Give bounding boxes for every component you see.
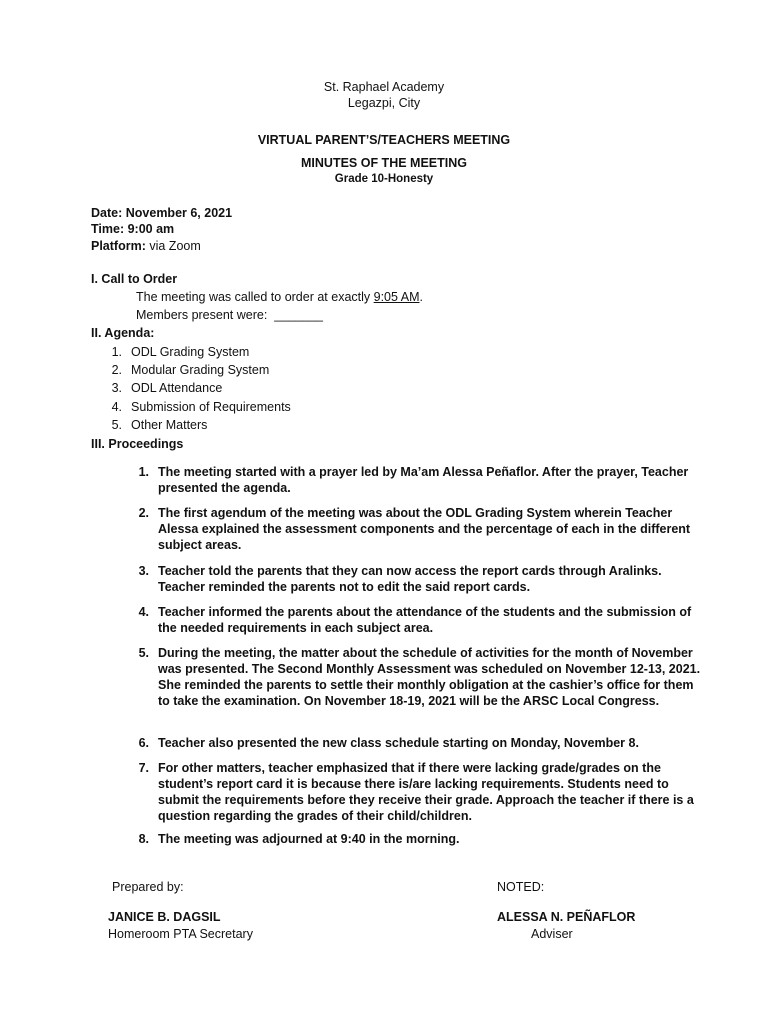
proceedings-item-text: The meeting started with a prayer led by Ma’am Alessa Peñaflor. After the prayer, Teacher presented the agenda. bbox=[158, 465, 689, 495]
platform-label: Platform: bbox=[91, 239, 146, 253]
proceedings-item-number: 4. bbox=[138, 605, 149, 619]
time-label: Time: bbox=[91, 222, 125, 236]
proceedings-item-number: 3. bbox=[138, 564, 149, 578]
date-line bbox=[91, 205, 232, 221]
agenda-item-text: Modular Grading System bbox=[131, 363, 270, 377]
proceedings-item-text: During the meeting, the matter about the schedule of activities for the month of November was presented. The Second Monthly Assessment was scheduled on November 12-13, 2021. She reminded the parents to settle their monthly obligation at the cashier’s office for them to take the examination. On November 18-19, 2021 will be the ARSC Local Congress. bbox=[158, 646, 701, 708]
grade-section: Grade 10-Honesty bbox=[334, 173, 434, 185]
noted-label: NOTED: bbox=[497, 880, 545, 894]
call-to-order-prefix: The meeting was called to order at exactly bbox=[136, 290, 374, 304]
school-location: Legazpi, City bbox=[347, 96, 421, 110]
proceedings-item-number: 2. bbox=[138, 506, 149, 520]
proceedings-item-text: Teacher informed the parents about the attendance of the students and the submission of the needed requirements in each subject area. bbox=[158, 605, 692, 635]
call-to-order-line bbox=[136, 289, 423, 305]
agenda-item-number: 1. bbox=[111, 345, 122, 359]
date-label: Date: bbox=[91, 206, 123, 220]
proceedings-item-number: 8. bbox=[138, 832, 149, 846]
agenda-item-number: 5. bbox=[111, 418, 122, 432]
agenda-item-text: Other Matters bbox=[131, 418, 208, 432]
platform-line bbox=[91, 238, 201, 254]
agenda-item-text: ODL Grading System bbox=[131, 345, 250, 359]
proceedings-item-text: Teacher also presented the new class schedule starting on Monday, November 8. bbox=[158, 736, 639, 750]
call-to-order-suffix: . bbox=[419, 290, 423, 304]
call-to-order-heading: I. Call to Order bbox=[91, 272, 178, 286]
proceedings-item-number: 5. bbox=[138, 646, 149, 660]
time-line bbox=[91, 221, 174, 237]
prepared-by-label: Prepared by: bbox=[112, 880, 184, 894]
proceedings-item-text: For other matters, teacher emphasized that if there were lacking grade/grades on the student’s report card it is because there is/are lacking requirements. Students need to submit the requirements before they receive their grade. Approach the teacher if there is a question regarding the grades of their child/children. bbox=[158, 761, 694, 823]
proceedings-heading: III. Proceedings bbox=[91, 437, 184, 451]
call-to-order-time: 9:05 AM bbox=[373, 290, 420, 304]
school-name: St. Raphael Academy bbox=[323, 80, 445, 94]
meeting-title: VIRTUAL PARENT’S/TEACHERS MEETING bbox=[257, 133, 511, 147]
agenda-item-number: 4. bbox=[111, 400, 122, 414]
prepared-by-name: JANICE B. DAGSIL bbox=[108, 910, 221, 924]
agenda-item-number: 2. bbox=[111, 363, 122, 377]
date-value: November 6, 2021 bbox=[125, 206, 233, 220]
members-present-line: Members present were: _______ bbox=[136, 308, 323, 322]
proceedings-item-number: 7. bbox=[138, 761, 149, 775]
agenda-item-text: ODL Attendance bbox=[131, 381, 223, 395]
proceedings-item-text: Teacher told the parents that they can now access the report cards through Aralinks. Teacher reminded the parents not to edit the said report cards. bbox=[158, 564, 662, 594]
time-value: 9:00 am bbox=[127, 222, 175, 236]
document-title: MINUTES OF THE MEETING bbox=[301, 156, 467, 170]
prepared-by-role: Homeroom PTA Secretary bbox=[108, 927, 253, 941]
proceedings-item-number: 1. bbox=[138, 465, 149, 479]
proceedings-item-text: The meeting was adjourned at 9:40 in the morning. bbox=[158, 832, 460, 846]
agenda-heading: II. Agenda: bbox=[91, 326, 155, 340]
platform-value: via Zoom bbox=[149, 239, 201, 253]
agenda-item-number: 3. bbox=[111, 381, 122, 395]
proceedings-item-text: The first agendum of the meeting was about the ODL Grading System wherein Teacher Alessa explained the assessment components and the percentage of each in the different subject areas. bbox=[158, 506, 691, 552]
noted-name: ALESSA N. PEÑAFLOR bbox=[497, 910, 636, 924]
noted-role: Adviser bbox=[531, 927, 573, 941]
proceedings-item-number: 6. bbox=[138, 736, 149, 750]
agenda-item-text: Submission of Requirements bbox=[131, 400, 291, 414]
